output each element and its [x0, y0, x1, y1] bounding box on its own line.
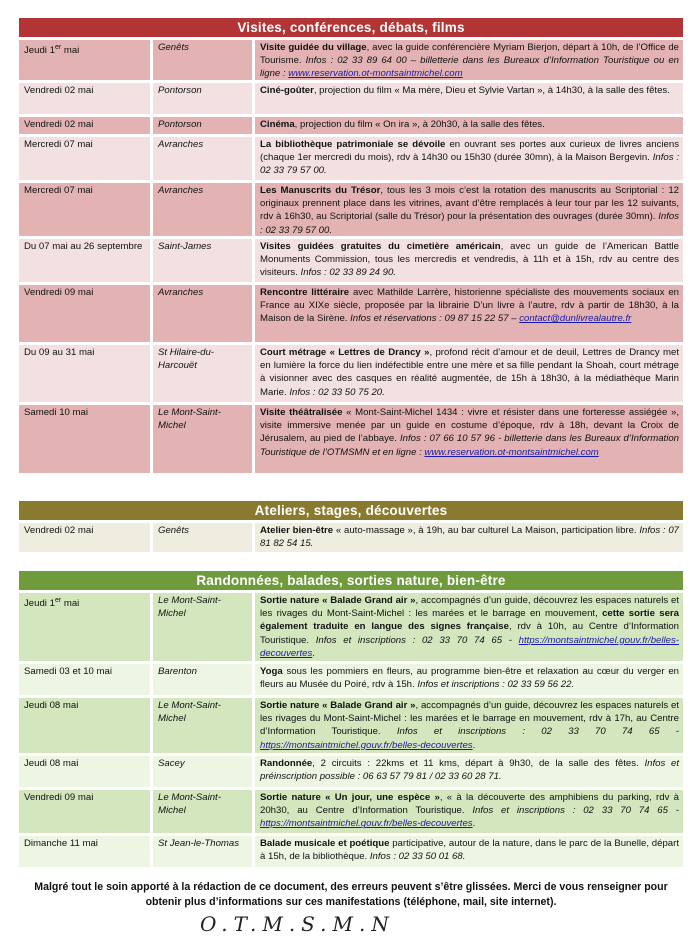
- event-link[interactable]: https://montsaintmichel.gouv.fr/belles-decouvertes: [260, 739, 473, 751]
- event-row: [19, 405, 683, 473]
- event-text: en ouvrant ses portes aux curieux de livres anciens (chaque 1er mercredi du mois), rdv à 14h30 ou 15h30 (durée 30mn), à la Maison Bergevin.: [260, 139, 679, 164]
- event-place: Barenton: [153, 664, 252, 695]
- event-text: .: [312, 647, 315, 659]
- event-text: participative, autour de la nature, dans le parc de la Bunelle, départ à 15h, de la bibliothèque.: [260, 838, 679, 863]
- event-list: [19, 40, 683, 473]
- event-row: [19, 345, 683, 402]
- event-text: , accompagnés d’un guide, découvrez les espaces naturels et les rivages du Mont-Saint-Michel : les marées et le barrage en mouvement, rdv à 17h, au Centre d’Information Touristique.: [260, 700, 680, 738]
- event-date: Vendredi 09 mai: [19, 790, 150, 833]
- event-title: cette sortie sera également traduite en langue des signes française: [260, 608, 680, 633]
- event-row: [19, 523, 683, 552]
- event-place: Avranches: [153, 183, 252, 236]
- event-list: [19, 523, 683, 552]
- section-visites: [19, 18, 683, 473]
- event-date: Vendredi 02 mai: [19, 83, 150, 114]
- event-row: [19, 698, 683, 753]
- event-link[interactable]: www.reservation.ot-montsaintmichel.com: [288, 68, 463, 80]
- event-description: [255, 664, 683, 695]
- event-row: [19, 836, 683, 867]
- event-description: [255, 790, 683, 833]
- event-text: , rdv à 10h, au Centre d’Information Touristique.: [260, 621, 679, 646]
- event-info: Infos et inscriptions : 02 33 70 74 65 -: [396, 726, 679, 738]
- event-title: Rencontre littéraire: [260, 287, 350, 298]
- event-date: Du 07 mai au 26 septembre: [19, 239, 150, 282]
- event-description: [255, 836, 683, 867]
- event-title: La bibliothèque patrimoniale se dévoile: [260, 139, 446, 150]
- event-date: Jeudi 08 mai: [19, 756, 150, 787]
- event-row: [19, 756, 683, 787]
- event-text: sous les pommiers en fleurs, au programme bien-être et relaxation au cœur du verger en fleurs au Musée du Poiré, rdv à 15h.: [260, 666, 679, 691]
- event-title: Court métrage « Lettres de Drancy »: [260, 347, 430, 358]
- event-date: Vendredi 09 mai: [19, 285, 150, 342]
- event-place: Le Mont-Saint-Michel: [153, 593, 252, 661]
- event-text: « Mont-Saint-Michel 1434 : vivre et résister dans une forteresse assiégée », visite immersive menée par un guide en costume d’époque, rdv à 18h, devant la Croix de Jérusalem, au pied de l’abbaye.: [260, 407, 680, 445]
- section-title: Ateliers, stages, découvertes: [19, 501, 683, 520]
- event-place: Saint-James: [153, 239, 252, 282]
- event-text: , avec un guide de l’American Battle Monuments Commission, tous les mercredis et vendredis, à 11h et à 15h, rdv au centre des visiteurs.: [260, 241, 679, 279]
- event-date: Dimanche 11 mai: [19, 836, 150, 867]
- event-description: [255, 285, 683, 342]
- event-date: Du 09 au 31 mai: [19, 345, 150, 402]
- event-info: Infos : 02 33 89 24 90.: [300, 267, 397, 279]
- event-info: Infos et inscriptions : 02 33 70 74 65 -: [315, 634, 519, 646]
- event-link[interactable]: www.reservation.ot-montsaintmichel.com: [424, 446, 599, 458]
- event-info: Infos : 02 33 79 57 00.: [260, 211, 679, 236]
- event-row: [19, 83, 683, 114]
- event-title: Visites guidées gratuites du cimetière américain: [260, 241, 501, 252]
- event-text: , 2 circuits : 22kms et 11 kms, départ à 9h30, de la salle des fêtes.: [312, 758, 645, 769]
- event-text: .: [472, 739, 476, 751]
- event-place: Pontorson: [153, 83, 252, 114]
- event-text: avec Mathilde Larrère, historienne spécialiste des mouvements sociaux en France au XIXe siècle, proposée par la librairie D’un livre à l’autre, rdv à partir de 18h30, à la Maison de la Sirène.: [260, 287, 679, 325]
- event-description: [255, 698, 683, 753]
- event-description: [255, 40, 683, 80]
- event-place: Avranches: [153, 137, 252, 180]
- event-title: Sortie nature « Balade Grand air »: [260, 700, 416, 711]
- event-description: [255, 405, 683, 473]
- event-description: [255, 117, 683, 134]
- event-title: Sortie nature « Balade Grand air »: [260, 595, 416, 606]
- event-text: , profond récit d’amour et de deuil, Lettres de Drancy met en lumière la force du lien indéfectible entre une mère et sa fille pendant la Shoah, court métrage à visionner avec des casques en réalité augmentée, de 15h à 18h30, à la médiathèque Marin Marie.: [260, 347, 679, 398]
- event-description: [255, 137, 683, 180]
- event-place: Le Mont-Saint-Michel: [153, 790, 252, 833]
- event-row: [19, 117, 683, 134]
- section-title: Randonnées, balades, sorties nature, bien-être: [19, 571, 683, 590]
- event-description: [255, 83, 683, 114]
- event-date: Jeudi 08 mai: [19, 698, 150, 753]
- event-info: Infos : 02 33 50 75 20.: [289, 386, 385, 398]
- event-date: Jeudi 1er mai: [19, 40, 150, 80]
- event-row: [19, 137, 683, 180]
- event-list: [19, 593, 683, 867]
- event-title: Visite guidée du village: [260, 42, 367, 53]
- event-row: [19, 593, 683, 661]
- event-title: Yoga: [260, 666, 283, 677]
- event-text: « auto-massage », à 19h, au bar culturel La Maison, participation libre.: [333, 525, 640, 536]
- event-place: Le Mont-Saint-Michel: [153, 405, 252, 473]
- event-title: Ciné-goûter: [260, 85, 314, 96]
- event-place: Genêts: [153, 40, 252, 80]
- event-title: Visite théâtralisée: [260, 407, 343, 418]
- event-place: Pontorson: [153, 117, 252, 134]
- event-title: Atelier bien-être: [260, 525, 334, 536]
- event-info: Infos : 02 33 79 57 00.: [260, 152, 679, 177]
- event-date: Vendredi 02 mai: [19, 523, 150, 552]
- event-place: St Jean-le-Thomas: [153, 836, 252, 867]
- event-place: Sacey: [153, 756, 252, 787]
- event-row: [19, 664, 683, 695]
- event-text: , accompagnés d’un guide, découvrez les espaces naturels et les rivages du Mont-Saint-Michel : les marées et le barrage en mouvement,: [260, 595, 680, 620]
- event-link[interactable]: https://montsaintmichel.gouv.fr/belles-decouvertes: [260, 818, 473, 830]
- event-text: , « à la découverte des amphibiens du parking, rdv à 20h30, au Centre d’Information Touristique.: [260, 792, 679, 817]
- signature: O.T.M.S.M.N: [200, 912, 395, 936]
- event-place: Avranches: [153, 285, 252, 342]
- event-title: Les Manuscrits du Trésor: [260, 185, 381, 196]
- event-text: .: [472, 818, 476, 830]
- event-description: [255, 239, 683, 282]
- section-ateliers: [19, 501, 683, 552]
- event-info: Infos : 02 33 89 64 00 – billetterie dans les Bureaux d’Information Touristique ou en ligne :: [260, 55, 680, 80]
- event-link[interactable]: https://montsaintmichel.gouv.fr/belles-decouvertes: [260, 634, 679, 659]
- disclaimer: Malgré tout le soin apporté à la rédaction de ce document, des erreurs peuvent s’être glissées. Merci de vous renseigner pour obtenir plus d’informations sur ces manifestations (téléphone, mail, site internet).: [34, 881, 668, 908]
- event-info: Infos : 07 81 82 54 15.: [260, 525, 680, 550]
- event-text: , projection du film « On ira », à 20h30, à la salle des fêtes.: [294, 119, 545, 130]
- section-randonnees: [19, 571, 683, 867]
- event-date: Samedi 10 mai: [19, 405, 150, 473]
- event-date: Mercredi 07 mai: [19, 137, 150, 180]
- event-date: Mercredi 07 mai: [19, 183, 150, 236]
- event-text: , tous les 3 mois c’est la rotation des manuscrits au Scriptorial : 12 originaux prennent place dans les vitrines, avant d’être remplacés à leur tour par les 12 suivants, rdv à 16h30, au Scriptorial (salle du Trésor) pour la présentation des ouvrages (durée 30mn).: [260, 185, 679, 223]
- event-info: Infos : 07 66 10 57 96 - billetterie dans les Bureaux d’Information Touristique de l’OTMSMN et en ligne :: [260, 433, 680, 458]
- event-info: Infos et inscriptions : 02 33 70 74 65 -: [472, 805, 680, 817]
- event-link[interactable]: contact@dunlivrealautre.fr: [519, 313, 632, 325]
- event-description: [255, 345, 683, 402]
- event-info: Infos : 02 33 50 01 68.: [369, 851, 466, 863]
- event-description: [255, 593, 683, 661]
- event-text: , avec la guide conférencière Myriam Bierjon, départ à 10h, de l’Office de Tourisme.: [260, 42, 680, 67]
- event-description: [255, 523, 683, 552]
- event-place: Le Mont-Saint-Michel: [153, 698, 252, 753]
- event-place: Genêts: [153, 523, 252, 552]
- event-title: Cinéma: [260, 119, 295, 130]
- event-row: [19, 790, 683, 833]
- event-date: Vendredi 02 mai: [19, 117, 150, 134]
- event-title: Balade musicale et poétique: [260, 838, 390, 849]
- event-date: Samedi 03 et 10 mai: [19, 664, 150, 695]
- event-title: Sortie nature « Un jour, une espèce »: [260, 792, 440, 803]
- event-row: [19, 183, 683, 236]
- event-text: , projection du film « Ma mère, Dieu et Sylvie Vartan », à 14h30, à la salle des fêtes.: [313, 85, 670, 96]
- event-row: [19, 239, 683, 282]
- event-description: [255, 183, 683, 236]
- event-date: Jeudi 1er mai: [19, 593, 150, 661]
- event-info: Infos et inscriptions : 02 33 59 56 22.: [417, 679, 575, 691]
- event-row: [19, 40, 683, 80]
- event-place: St Hilaire-du-Harcouët: [153, 345, 252, 402]
- event-title: Randonnée: [260, 758, 313, 769]
- event-info: Infos et réservations : 09 87 15 22 57 –: [350, 313, 520, 325]
- event-description: [255, 756, 683, 787]
- event-row: [19, 285, 683, 342]
- section-title: Visites, conférences, débats, films: [19, 18, 683, 37]
- event-info: Infos et préinscription possible : 06 63 57 79 81 / 02 33 60 28 71.: [260, 758, 679, 783]
